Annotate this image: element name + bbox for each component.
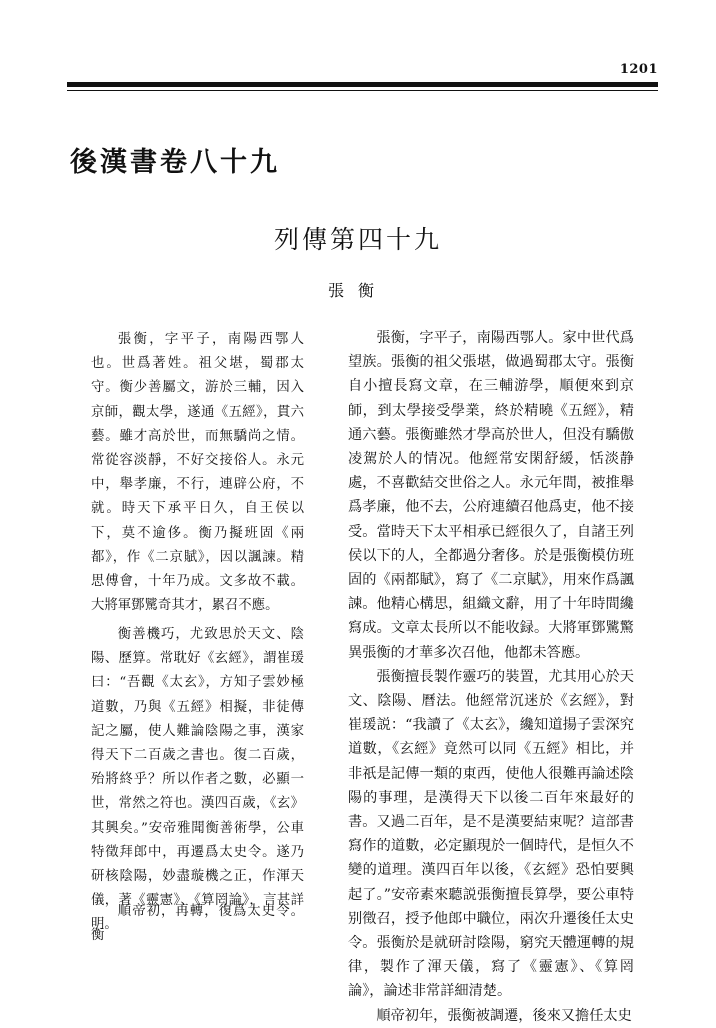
classical-paragraph-3: 順帝初，再轉，復爲太史令。衡 bbox=[91, 904, 304, 944]
header-rule-thin bbox=[67, 90, 658, 91]
translation-paragraph-1: 張衡，字平子，南陽西鄂人。家中世代爲望族。張衡的祖父張堪，做過蜀郡太守。張衡自小擅長寫文章，在三輔游學，順便來到京師，到太學接受學業，終於精曉《五經》，精通六藝。張衡雖然才學高於世人，但没有驕傲凌駕於人的情况。他經常安閑舒緩，恬淡静處，不喜歡結交世俗之人。永元年間，被推舉爲孝廉，他不去，公府連續召他爲吏，他不接受。當時天下太平相承已經很久了，自諸王列侯以下的人，全都過分奢侈。於是張衡模仿班固的《兩都賦》，寫了《二京賦》，用來作爲諷諫。他精心構思，組織文辭，用了十年時間纔寫成。文章太長所以不能收録。大將軍鄧騭驚異張衡的才華多次召他，他都未答應。 bbox=[348, 330, 634, 661]
translation-paragraph-2: 張衡擅長製作靈巧的裝置，尤其用心於天文、陰陽、曆法。他經常沉迷於《玄經》，對崔瑗説：“我讀了《太玄》，纔知道揚子雲深究道數，《玄經》竟然可以同《五經》相比，并非祇是記傳一類的東西，使他人很難再論述陰陽的事理，是漢得天下以後二百年來最好的書。又過二百年，是不是漢要結束呢？這部書寫作的道數，必定顯現於一個時代，是恒久不變的道理。漢四百年以後，《玄經》恐怕要興起了。”安帝素來聽説張衡擅長算學，要公車特别徵召，授予他郎中職位，兩次升遷後任太史令。張衡於是就研討陰陽，窮究天體運轉的規律，製作了渾天儀，寫了《靈憲》、《算罔論》，論述非常詳細清楚。 bbox=[348, 668, 634, 1000]
classical-paragraph-2: 衡善機巧，尤致思於天文、陰陽、歷算。常耽好《玄經》，謂崔瑗曰：“吾觀《太玄》，方知子雲妙極道數，乃與《五經》相擬，非徒傳記之屬，使人難論陰陽之事，漢家得天下二百歲之書也。復二百歲，殆將終乎？所以作者之數，必顯一世，常然之符也。漢四百歲，《玄》其興矣。”安帝雅聞衡善術學，公車特徵拜郎中，再遷爲太史令。遂乃研核陰陽，妙盡璇機之正，作渾天儀，著《靈憲》、《算罔論》，言甚詳明。 bbox=[91, 627, 304, 933]
book-title: 後漢書卷八十九 bbox=[70, 147, 280, 178]
header-rule-thick bbox=[67, 82, 658, 87]
chapter-title: 列傳第四十九 bbox=[273, 225, 442, 254]
author-name: 張衡 bbox=[327, 281, 388, 300]
classical-text-column bbox=[91, 328, 304, 948]
translation-column bbox=[348, 326, 634, 1028]
classical-paragraph-1: 張衡，字平子，南陽西鄂人也。世爲著姓。祖父堪，蜀郡太守。衡少善屬文，游於三輔，因入京師，觀太學，遂通《五經》，貫六藝。雖才高於世，而無驕尚之情。常從容淡靜，不好交接俗人。永元中，舉孝廉，不行，連辟公府，不就。時天下承平日久，自王侯以下，莫不逾侈。衡乃擬班固《兩都》，作《二京賦》，因以諷諫。精思傅會，十年乃成。文多故不載。大將軍鄧騭奇其才，累召不應。 bbox=[91, 332, 304, 614]
translation-paragraph-3: 順帝初年，張衡被調遷，後來又擔任太史 bbox=[376, 1007, 632, 1024]
page-number: 1201 bbox=[619, 62, 658, 77]
